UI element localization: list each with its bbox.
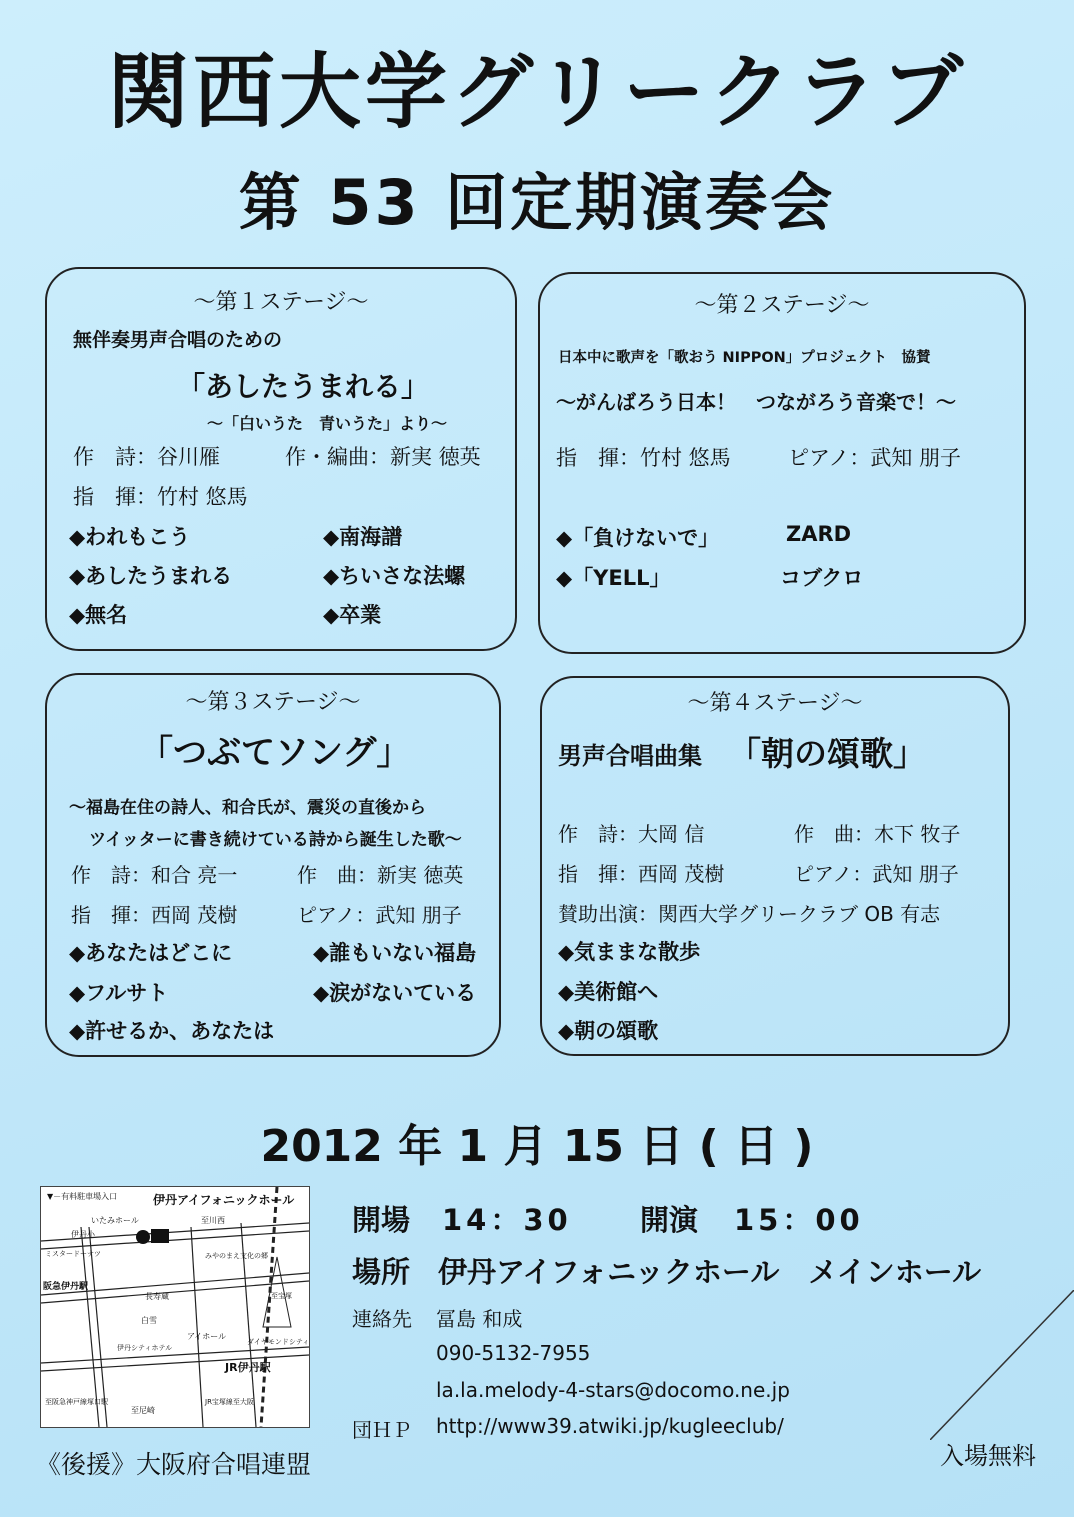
map-label: 伊丹小 bbox=[71, 1230, 95, 1239]
support-credit: 《後援》大阪府合唱連盟 bbox=[36, 1450, 312, 1479]
stage4-song: ◆気ままな散歩 bbox=[558, 940, 701, 964]
stage4-box bbox=[540, 676, 1010, 1056]
contact-label: 連絡先 bbox=[352, 1307, 412, 1331]
map-label: 阪急伊丹駅 bbox=[43, 1282, 89, 1292]
stage4-song: ◆美術館へ bbox=[558, 980, 659, 1004]
stage3-comp: 作 曲：新実 徳英 bbox=[297, 863, 464, 887]
place-label: 場所 bbox=[352, 1255, 411, 1289]
stage2-song: ◆「YELL」 bbox=[556, 566, 671, 590]
map-title: 伊丹アイフォニックホール bbox=[153, 1193, 295, 1207]
stage3-song: ◆フルサト bbox=[69, 981, 169, 1005]
stage1-song: ◆あしたうまれる bbox=[69, 564, 233, 588]
contact-name: 冨島 和成 bbox=[436, 1307, 523, 1331]
stage3-song: ◆あなたはどこに bbox=[69, 941, 233, 965]
stage1-box bbox=[45, 267, 517, 651]
hp-label: 団ＨＰ bbox=[352, 1418, 412, 1442]
stage2-piano: ピアノ：武知 朋子 bbox=[788, 446, 961, 470]
start-label: 開演 bbox=[640, 1203, 699, 1237]
open-time: 14：30 bbox=[442, 1203, 572, 1237]
stage4-guest: 賛助出演：関西大学グリークラブ OB 有志 bbox=[558, 902, 941, 926]
corner-divider-line bbox=[930, 1290, 1074, 1440]
stage3-song: ◆誰もいない福島 bbox=[313, 941, 477, 965]
hp-url: http://www39.atwiki.jp/kugleeclub/ bbox=[436, 1414, 784, 1438]
stage1-line1: 無伴奏男声合唱のための bbox=[73, 329, 283, 351]
stage3-main: 「つぶてソング」 bbox=[139, 733, 411, 773]
map-drawing bbox=[41, 1187, 309, 1427]
stage3-piano: ピアノ：武知 朋子 bbox=[297, 903, 462, 927]
concert-title-club: 関西大学グリークラブ bbox=[106, 45, 967, 140]
map-label: みやのまえ文化の郷 bbox=[205, 1252, 268, 1260]
stage2-line2: ～がんばろう日本！ つながろう音楽で！～ bbox=[556, 390, 956, 414]
map-label: 伊丹シティホテル bbox=[117, 1344, 173, 1352]
stage2-artist: ZARD bbox=[786, 522, 852, 546]
map-parking: ▼－有料駐車場入口 bbox=[47, 1192, 118, 1201]
stage3-heading: ～第３ステージ～ bbox=[185, 690, 361, 715]
map-label: JR宝塚線至大阪 bbox=[205, 1398, 254, 1406]
stage1-poem: 作 詩：谷川雁 bbox=[73, 445, 220, 469]
contact-phone: 090-5132-7955 bbox=[436, 1341, 591, 1365]
map-label: ダイヤモンドシティ bbox=[247, 1338, 310, 1346]
map-label: 至阪急神戸線塚口駅 bbox=[45, 1398, 108, 1406]
stage4-main: 「朝の頌歌」 bbox=[728, 734, 926, 773]
stage1-cond: 指 揮：竹村 悠馬 bbox=[73, 485, 248, 509]
stage1-comp: 作・編曲：新実 徳英 bbox=[285, 445, 481, 469]
stage2-song: ◆「負けないで」 bbox=[556, 526, 720, 550]
place-name: 伊丹アイフォニックホール メインホール bbox=[438, 1255, 982, 1289]
stage1-main: 「あしたうまれる」 bbox=[177, 370, 430, 403]
stage1-from: ～「白いうた 青いうた」より～ bbox=[207, 414, 448, 433]
stage3-poem: 作 詩：和合 亮一 bbox=[71, 863, 238, 887]
start-time: 15：00 bbox=[734, 1203, 864, 1237]
stage3-box bbox=[45, 673, 501, 1057]
stage3-cond: 指 揮：西岡 茂樹 bbox=[71, 903, 238, 927]
free-admission: 入場無料 bbox=[940, 1442, 1036, 1470]
map-label: 至宝塚 bbox=[271, 1292, 292, 1300]
map-label: いたみホール bbox=[91, 1216, 139, 1225]
stage2-line1: 日本中に歌声を「歌おう NIPPON」プロジェクト 協賛 bbox=[558, 350, 931, 366]
stage4-cond: 指 揮：西岡 茂樹 bbox=[558, 862, 725, 886]
concert-title-event: 第 53 回定期演奏会 bbox=[238, 166, 836, 239]
stage4-heading: ～第４ステージ～ bbox=[687, 691, 863, 716]
stage4-comp: 作 曲：木下 牧子 bbox=[794, 822, 961, 846]
stage2-cond: 指 揮：竹村 悠馬 bbox=[556, 446, 731, 470]
stage1-song: ◆ちいさな法螺 bbox=[323, 564, 466, 588]
stage1-song: ◆われもこう bbox=[69, 525, 191, 549]
stage2-artist: コブクロ bbox=[780, 566, 864, 590]
map-label: 白雪 bbox=[141, 1316, 157, 1325]
stage3-song: ◆涙がないている bbox=[313, 981, 477, 1005]
stage1-heading: ～第１ステージ～ bbox=[193, 290, 369, 315]
map-label: 長寿蔵 bbox=[145, 1292, 169, 1301]
stage2-heading: ～第２ステージ～ bbox=[694, 293, 870, 318]
stage3-desc2: ツイッターに書き続けている詩から誕生した歌～ bbox=[89, 830, 462, 850]
stage1-song: ◆無名 bbox=[69, 603, 128, 627]
map-label: アイホール bbox=[187, 1332, 227, 1341]
contact-email: la.la.melody-4-stars@docomo.ne.jp bbox=[436, 1378, 790, 1402]
stage1-song: ◆卒業 bbox=[323, 603, 382, 627]
stage2-box bbox=[538, 272, 1026, 654]
stage3-desc1: ～福島在住の詩人、和合氏が、震災の直後から bbox=[69, 798, 426, 818]
stage1-song: ◆南海譜 bbox=[323, 525, 403, 549]
map-label: 至尼崎 bbox=[131, 1406, 155, 1415]
stage4-piano: ピアノ：武知 朋子 bbox=[794, 862, 959, 886]
open-label: 開場 bbox=[352, 1203, 411, 1237]
map-label: 至川西 bbox=[201, 1216, 225, 1225]
stage4-poem: 作 詩：大岡 信 bbox=[558, 822, 705, 846]
stage4-song: ◆朝の頌歌 bbox=[558, 1019, 659, 1043]
map-label: ミスタードーナツ bbox=[45, 1250, 101, 1258]
map-label: JR伊丹駅 bbox=[225, 1361, 271, 1374]
venue-map bbox=[40, 1186, 310, 1428]
stage3-song: ◆許せるか、あなたは bbox=[69, 1019, 275, 1043]
stage4-pre: 男声合唱曲集 bbox=[558, 742, 702, 770]
concert-date: 2012 年 1 月 15 日 ( 日 ) bbox=[260, 1121, 814, 1172]
